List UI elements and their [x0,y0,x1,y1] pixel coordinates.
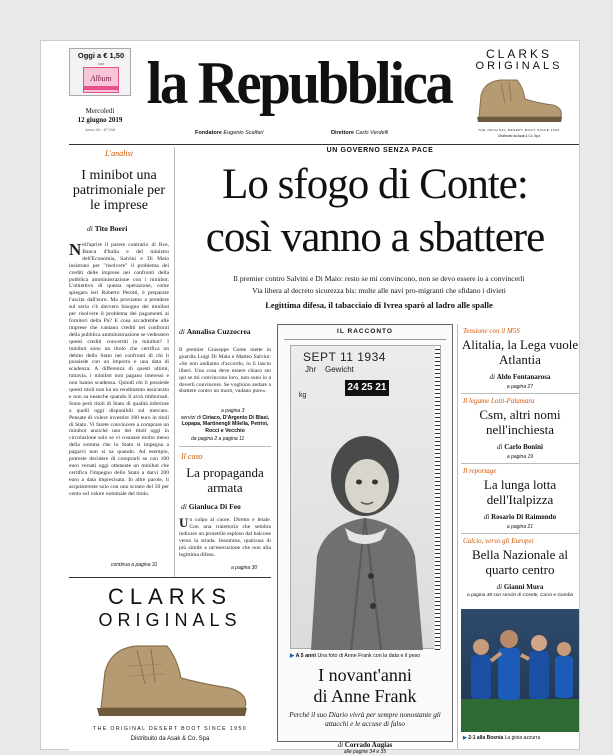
photo-sign-1: SEPT 11 1934 [303,350,386,364]
conte-byline [179,327,251,336]
main-headline-1[interactable]: Lo sfogo di Conte: [222,161,528,208]
right-page-3[interactable]: a pagina 21 [506,524,534,530]
conte-services-names: Ciriaco, D'Argenio Di Blasi, Lopapa, Martinengli Milella, Petrini, Rocci e Vecchio [181,415,270,434]
left-column-rule [174,147,175,577]
right-rule-3 [461,533,579,534]
right-byline-3-di: di [483,513,490,521]
ad-top-clarks[interactable] [459,45,579,141]
racconto-caption-text: Una foto di Anne Frank con la data e il peso [317,653,421,659]
right-rule-1 [461,393,579,394]
date-day: Mercoledì [85,107,115,115]
racconto-kicker-rule [284,339,446,340]
editor-credit [331,130,388,136]
football-photo[interactable] [461,609,579,732]
right-byline-4 [461,583,579,591]
right-byline-1 [461,373,579,381]
promo-plus: con [97,61,105,66]
propaganda-top-rule [179,446,271,447]
racconto-byline-di: di [337,741,344,749]
photo-sign-2: Jhr Gewicht [305,365,354,374]
editor-label: Direttore [331,130,354,136]
masthead-rule [69,144,579,145]
racconto-headline-2[interactable]: di Anne Frank [313,686,417,706]
right-headline-2[interactable]: Csm, altri nomi nell'inchiesta [479,407,561,437]
main-deck-3: Legittima difesa, il tabacciaio di Ivrea sparò al ladro alle spalle [265,300,493,310]
racconto-kicker: IL RACCONTO [337,328,393,335]
conte-pages-ref[interactable]: da pagina 2 a pagina 11 [191,436,245,442]
right-byline-2-di: di [497,443,503,451]
right-byline-1-di: di [489,373,495,381]
propaganda-body [179,517,271,563]
conte-byline-di: di [179,327,185,336]
right-rule-2 [461,463,579,464]
conte-page-ref[interactable]: a pagina 3 [221,408,245,414]
anne-frank-figure [301,406,431,650]
right-author-1: Aldo Fontanarosa [496,373,551,381]
right-kicker-3: Il reportage [463,467,497,475]
promo-price: Oggi a € 1,50 [77,51,125,60]
analysis-continues[interactable]: continua a pagina 31 [111,562,158,568]
right-byline-2 [461,443,579,451]
right-author-4: Gianni Mura [503,583,544,591]
founder-name: Eugenio Scalfari [223,130,264,136]
propaganda-byline-di: di [181,502,187,511]
analysis-author: Tito Boeri [94,224,128,233]
racconto-deck: Perché il suo Diario vivrà per sempre nonostante gli attacchi e le accuse di falso [289,711,441,728]
founder-credit [195,130,263,136]
propaganda-author: Gianluca Di Feo [188,502,241,511]
right-page-1[interactable]: a pagina 27 [506,384,534,390]
propaganda-page-ref[interactable]: a pagina 30 [231,565,258,571]
main-headline-2[interactable]: così vanno a sbattere [205,214,545,261]
racconto-box [277,324,453,742]
photo-sign-kg: kg [299,392,307,399]
ad-top-tagline: THE ORIGINAL DESERT BOOT SINCE 1950 [478,128,560,132]
racconto-caption-bold: A 5 anni [295,653,316,659]
ad-bottom-boot-image [87,636,257,722]
conte-author: Annalisa Cuzzocrea [186,327,251,336]
right-kicker-1: Tensione con il M5S [463,327,520,335]
boot-image [471,73,567,125]
main-kicker: UN GOVERNO SENZA PACE [326,147,434,154]
anne-frank-photo[interactable] [290,345,441,649]
ad-bottom-distributor: Distribuito da Asak & Co. Spa [130,736,210,742]
propaganda-kicker: Il caso [181,452,203,461]
analysis-byline-di: di [87,224,93,233]
conte-body-text: Il premier Giuseppe Conte mette in guardia Luigi Di Maio e Matteo Salvini: «Se non andiamo d'accordo, io li lascio liberi. Una cosa deve essere chiaro sto qui se mi convincono loro, non sono io a doverli convincere. Se vogliono andare a sbattere contro un muro, vadano pure». [179,347,271,395]
ad-bottom-brand-1: CLARKS [107,584,233,609]
right-kicker-2: Il legame Lotti-Palamara [463,397,535,405]
editor-name: Carlo Verdelli [355,130,389,136]
football-caption-text: La gioia azzurra [504,735,541,741]
analysis-drop-cap: N [69,240,82,259]
right-headline-3[interactable]: La lunga lotta dell'Italpizza [483,477,557,507]
right-byline-3 [461,513,579,521]
ad-top-brand-1: CLARKS [485,47,553,61]
propaganda-headline[interactable]: La propaganda armata [186,465,264,495]
propaganda-body-text: n colpo al cuore. Diretto e letale. Con una traiettoria che sembra indicare un proiettile esploso dal balcone verso la strada. Insomma, qualcosa di più simile a un'esecuzione che non alla legittima difesa. [179,517,271,558]
racconto-caption: ▶ A 5 anni Una foto di Anne Frank con la data e il peso [290,653,421,659]
racconto-page-ref[interactable]: alle pagine 34 e 35 [343,749,387,755]
football-caption: ▶ 2-1 alla Bosnia La gioia azzurra [463,735,541,741]
main-deck-2: Via libera al decreto sicurezza bis: multe alle navi pro-migranti che sfidano i divieti [252,286,506,295]
photo-measure-rule [435,346,440,650]
right-author-2: Carlo Bonini [504,443,543,451]
football-caption-bold: 2-1 alla Bosnia [468,735,504,741]
right-page-2[interactable]: a pagina 19 [506,454,534,460]
racconto-byline-row [277,741,453,749]
racconto-headline-1[interactable]: I novant'anni [318,665,412,685]
football-players-image [461,609,579,732]
date-full: 12 giugno 2019 [77,116,123,124]
right-byline-4-di: di [496,583,503,591]
racconto-author: Corrado Augias [344,741,393,749]
conte-services [179,415,271,434]
masthead-title[interactable]: la Repubblica [146,50,452,117]
right-author-3: Rosario Di Raimondo [491,513,557,521]
analysis-body [69,242,169,560]
analysis-body-text: ell'aprire il parere contrario di Bce, Banca d'Italia e del ministro dell'Economia, Salvini e Di Maio insistono per "risolvere" il problema dei crediti delle imprese nei confronti della pubblica amministrazione con i minibot. L'obiettivo di questa operazione, come spiegato ieri Roberto Perotti, è preparare l'uscita dall'euro. Ma proviamo a prendere sul serio c'è davvero bisogno dei minibot per risolvere il problema dei pagamenti ai fornitori della Pa? E cosa accadrebbe alle imprese che vantano crediti nei confronti della pubblica amministrazione se vedessero questi crediti convertiti in minibot? I minibot sono un titolo che certifica un debito dello Stato nei confronti di chi li possiede con un importo e una data di scadenza. A differenza di questi ultimi, tuttavia, i minibot non pagano interessi e non hanno scadenza. Quindi chi li possiede questi titoli non ha un rendimento assicurato e non sa neanche quando li avrà rimborsati. Sono però titoli di Stato di qualità inferiore a quelli oggi disponibili sul mercato. Pensate di volere investire 100 euro in titoli di Stato. Vi farete convincere a comprare un minibot anziché uno dei titoli oggi in circolazione solo se vi costasse molto meno della somma che lo Stato si impegna a pagarvi non si sa quando. Ad esempio, potreste decidere di comprarli se con 100 euro versati oggi otteneste un minibot che certifica l'impegno dello Stato a darvi 200 euro a data imprecisata. In altre parole, li acquistereste solo con uno sconto del 50 per cento sul valore nominale del titolo. [69,242,169,497]
ad-top-brand-2: ORIGINALS [475,60,563,72]
main-deck-1: Il premier contro Salvini e Di Maio: resto se mi convincono, non se devo essere io a convincerli [233,274,525,283]
photo-board: 24 25 21 [345,380,389,396]
right-headline-4[interactable]: Bella Nazionale al quarto centro [471,547,568,577]
newspaper-front-page [40,40,580,755]
issue-number: Anno 44 - N°138 [85,127,115,132]
analysis-headline[interactable]: I minibot una patrimoniale per le imprese [72,168,166,213]
promo-box[interactable] [69,48,131,96]
right-column-rule [457,324,458,749]
conte-body [179,347,271,407]
promo-album-cover [83,67,119,93]
propaganda-drop-cap: U [179,515,189,530]
ad-top-distributor: Distribuito da Asak & Co. Spa [498,134,540,138]
promo-album-stripe [84,86,118,90]
propaganda-byline [181,502,241,511]
founder-label: Fondatore [195,130,222,136]
right-page-4[interactable]: a pagina 38 con servizi di Cosetti, Curro e Gamba [466,593,574,598]
promo-album-label: Album [90,74,112,83]
conte-services-label: servizi di [180,415,201,421]
ad-bottom-tagline: THE ORIGINAL DESERT BOOT SINCE 1950 [92,726,248,732]
analysis-kicker: L'analisi [105,149,133,158]
ad-bottom-brand-2: ORIGINALS [98,610,242,630]
analysis-byline [87,224,127,233]
right-headline-1[interactable]: Alitalia, la Lega vuole Atlantia [461,337,579,367]
ad-bottom-clarks[interactable] [69,577,271,751]
right-kicker-4: Calcio, verso gli Europei [463,537,534,545]
